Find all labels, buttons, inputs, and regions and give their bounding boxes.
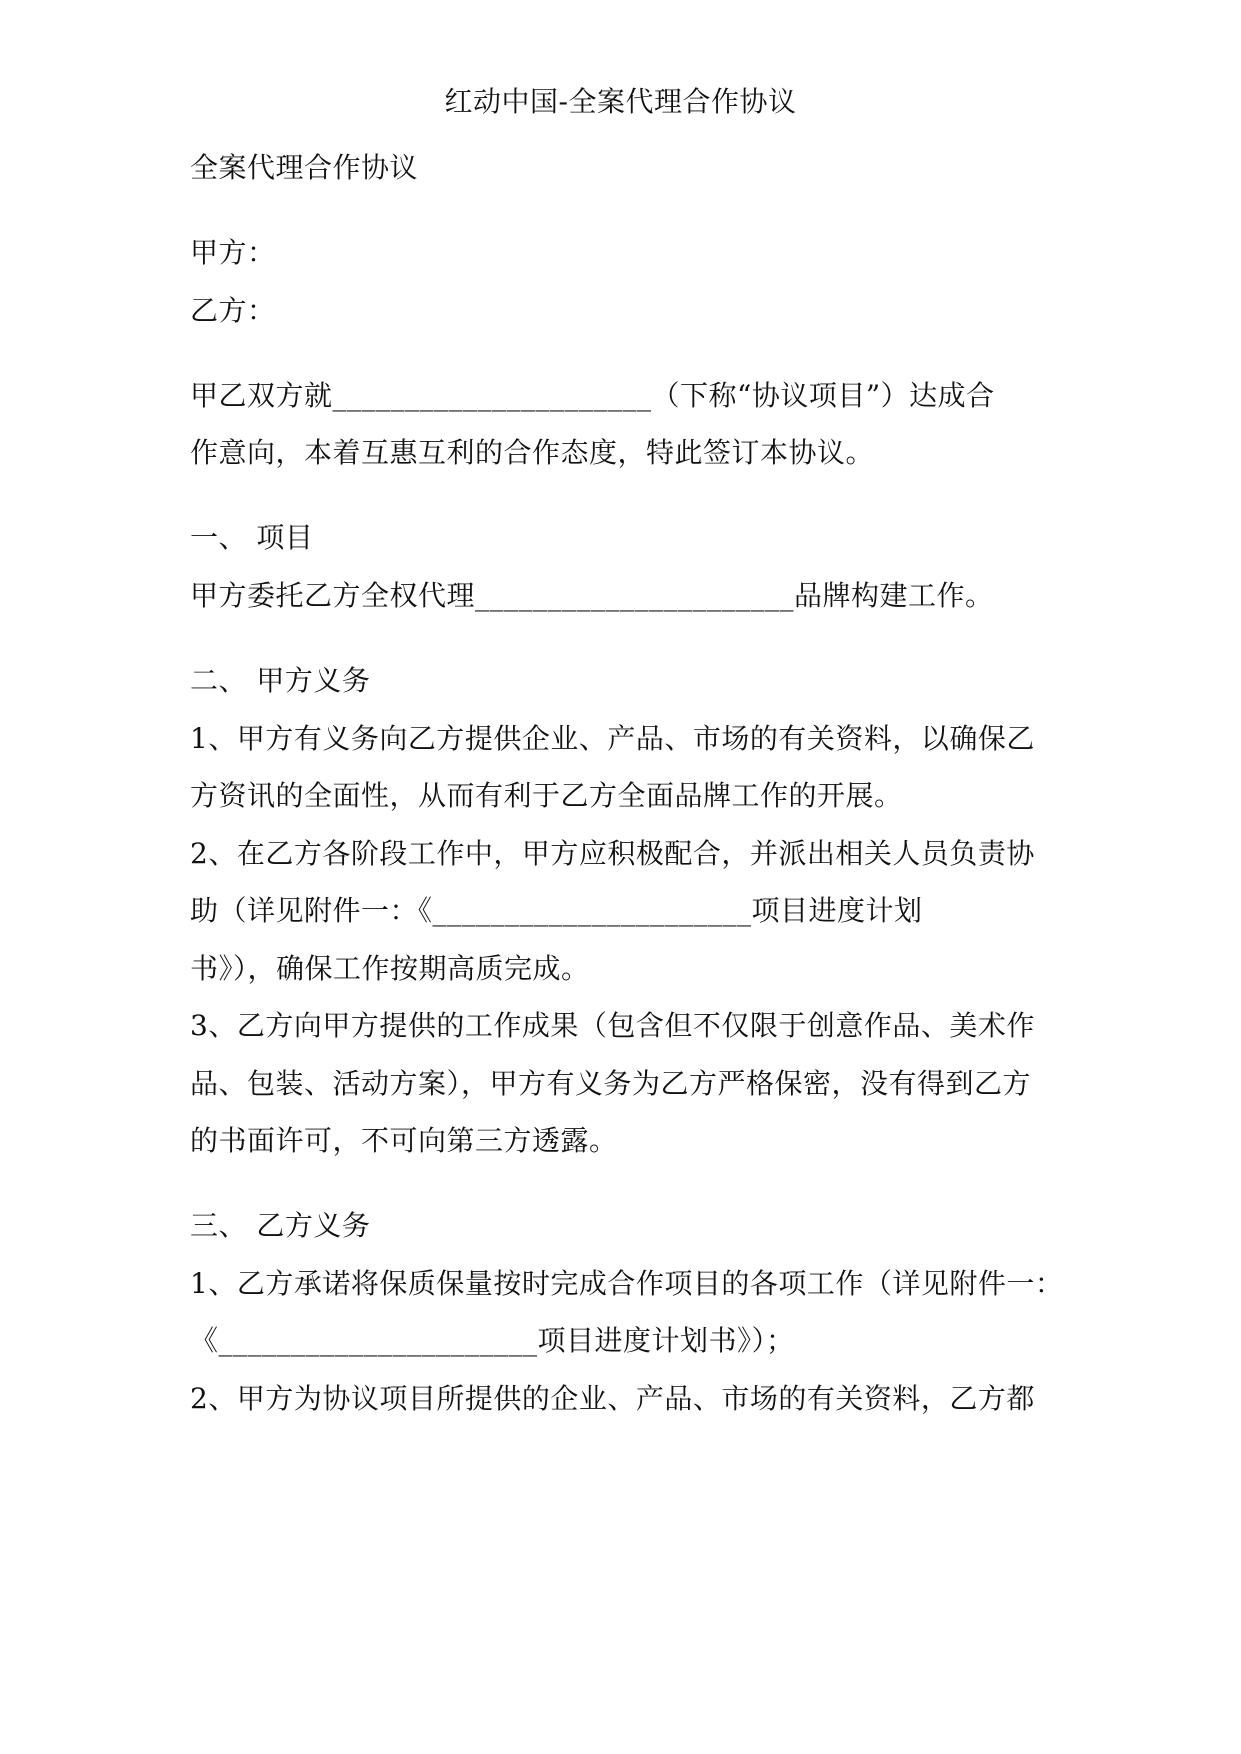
clause-line: 1、乙方承诺将保质保量按时完成合作项目的各项工作（详见附件一： [190,1267,1064,1300]
clause-line: 2、甲方为协议项目所提供的企业、产品、市场的有关资料，乙方都 [190,1382,1035,1415]
intro-paragraph-line: 作意向，本着互惠互利的合作态度，特此签订本协议。 [190,436,875,469]
intro-paragraph-line: 甲乙双方就______________________（下称“协议项目”）达成合 [190,379,995,412]
section-heading: 一、 项目 [190,521,314,554]
clause-line: 品、包装、活动方案），甲方有义务为乙方严格保密，没有得到乙方 [190,1067,1032,1100]
section-heading: 三、 乙方义务 [190,1209,371,1242]
section-heading: 二、 甲方义务 [190,664,371,697]
clause-line: 1、甲方有义务向乙方提供企业、产品、市场的有关资料，以确保乙 [190,722,1035,755]
clause-line: 3、乙方向甲方提供的工作成果（包含但不仅限于创意作品、美术作 [190,1009,1035,1042]
clause-line: 《______________________项目进度计划书》）； [190,1324,795,1357]
party-b-label: 乙方： [190,294,276,327]
party-a-label: 甲方： [190,236,276,269]
clause-line: 方资讯的全面性，从而有利于乙方全面品牌工作的开展。 [190,779,903,812]
clause-line: 2、在乙方各阶段工作中，甲方应积极配合，并派出相关人员负责协 [190,837,1035,870]
clause-line: 的书面许可，不可向第三方透露。 [190,1124,618,1157]
clause-line: 助（详见附件一：《______________________项目进度计划 [190,894,923,927]
document-title: 红动中国-全案代理合作协议 [444,85,797,118]
document-subtitle: 全案代理合作协议 [190,151,419,184]
section-paragraph-line: 甲方委托乙方全权代理______________________品牌构建工作。 [190,579,994,612]
clause-line: 书》），确保工作按期高质完成。 [190,952,590,985]
